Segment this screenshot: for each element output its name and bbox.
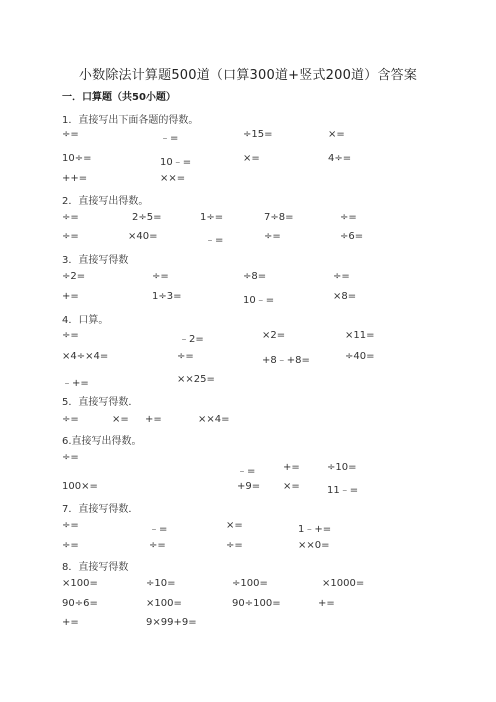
problem-item: 1÷3= [152,291,182,302]
problem-item: ×= [112,414,129,425]
problem-item: ×40= [128,231,158,242]
question-heading-8: 8．直接写得数 [62,562,129,573]
problem-item: 9×99+9= [146,617,197,628]
problem-item: ÷= [333,271,350,282]
question-heading-2: 2．直接写出得数。 [62,196,149,207]
problem-item: 10﹣= [160,157,192,168]
problem-item: ÷= [62,231,79,242]
problem-item: ÷= [226,540,243,551]
problem-item: ÷= [62,212,79,223]
question-heading-4: 4．口算。 [62,315,109,326]
problem-item: ÷15= [243,129,273,140]
question-heading-1: 1．直接写出下面各题的得数。 [62,115,199,126]
problem-item: ﹣= [149,524,168,535]
problem-item: ÷= [62,452,79,463]
problem-item: ×8= [333,291,357,302]
problem-item: 2÷5= [132,212,162,223]
problem-item: ﹣2= [179,334,204,345]
problem-item: ÷40= [345,351,375,362]
problem-item: ××4= [198,414,230,425]
problem-item: ÷6= [340,231,364,242]
problem-item: 1÷= [200,212,224,223]
problem-item: ×= [226,520,243,531]
problem-item: ÷= [62,540,79,551]
question-heading-3: 3．直接写得数 [62,255,129,266]
question-heading-5: 5．直接写得数． [62,397,139,408]
problem-item: += [62,617,79,628]
problem-item: ×2= [262,330,286,341]
question-heading-7: 7．直接写得数． [62,504,139,515]
problem-item: 90÷100= [232,598,281,609]
problem-item: ÷= [62,520,79,531]
problem-item: 90÷6= [62,598,98,609]
problem-item: 11﹣= [327,485,359,496]
problem-item: ÷= [264,231,281,242]
part-heading: 一．口算题（共50小题） [62,92,176,103]
question-heading-6: 6.直接写出得数。 [62,436,142,447]
problem-item: ××= [160,173,186,184]
problem-item: ﹣= [237,466,256,477]
problem-item: ÷= [62,330,79,341]
problem-item: ×4÷×4= [62,351,109,362]
problem-item: 10﹣= [243,295,275,306]
problem-item: ××25= [177,374,215,385]
problem-item: 4÷= [328,153,352,164]
problem-item: += [318,598,335,609]
problem-item: +9= [237,481,261,492]
problem-item: ++= [62,173,88,184]
problem-item: ÷= [340,212,357,223]
problem-item: ÷= [62,414,79,425]
problem-item: ÷10= [146,578,176,589]
problem-item: ÷10= [327,462,357,473]
problem-item: ×1000= [322,578,365,589]
problem-item: ÷= [62,129,79,140]
problem-item: ×= [243,153,260,164]
problem-item: ﹣= [160,133,179,144]
document-title: 小数除法计算题500道（口算300道+竖式200道）含答案 [78,68,418,83]
problem-item: +8﹣+8= [262,355,310,366]
problem-item: ÷100= [232,578,268,589]
problem-item: ﹣+= [62,378,89,389]
problem-item: ÷8= [243,271,267,282]
problem-item: += [283,462,300,473]
problem-item: 7÷8= [264,212,294,223]
problem-item: ÷2= [62,271,86,282]
problem-item: ×100= [62,578,98,589]
problem-item: ﹣= [205,235,224,246]
problem-item: 1﹣+= [298,524,332,535]
problem-item: ÷= [152,271,169,282]
problem-item: += [145,414,162,425]
problem-item: ÷= [149,540,166,551]
problem-item: ×= [328,129,345,140]
problem-item: ××0= [298,540,330,551]
problem-item: 10÷= [62,153,92,164]
problem-item: += [62,291,79,302]
problem-item: ×100= [146,598,182,609]
problem-item: ÷= [177,351,194,362]
problem-item: ×= [283,481,300,492]
problem-item: 100×= [62,481,98,492]
problem-item: ×11= [345,330,375,341]
